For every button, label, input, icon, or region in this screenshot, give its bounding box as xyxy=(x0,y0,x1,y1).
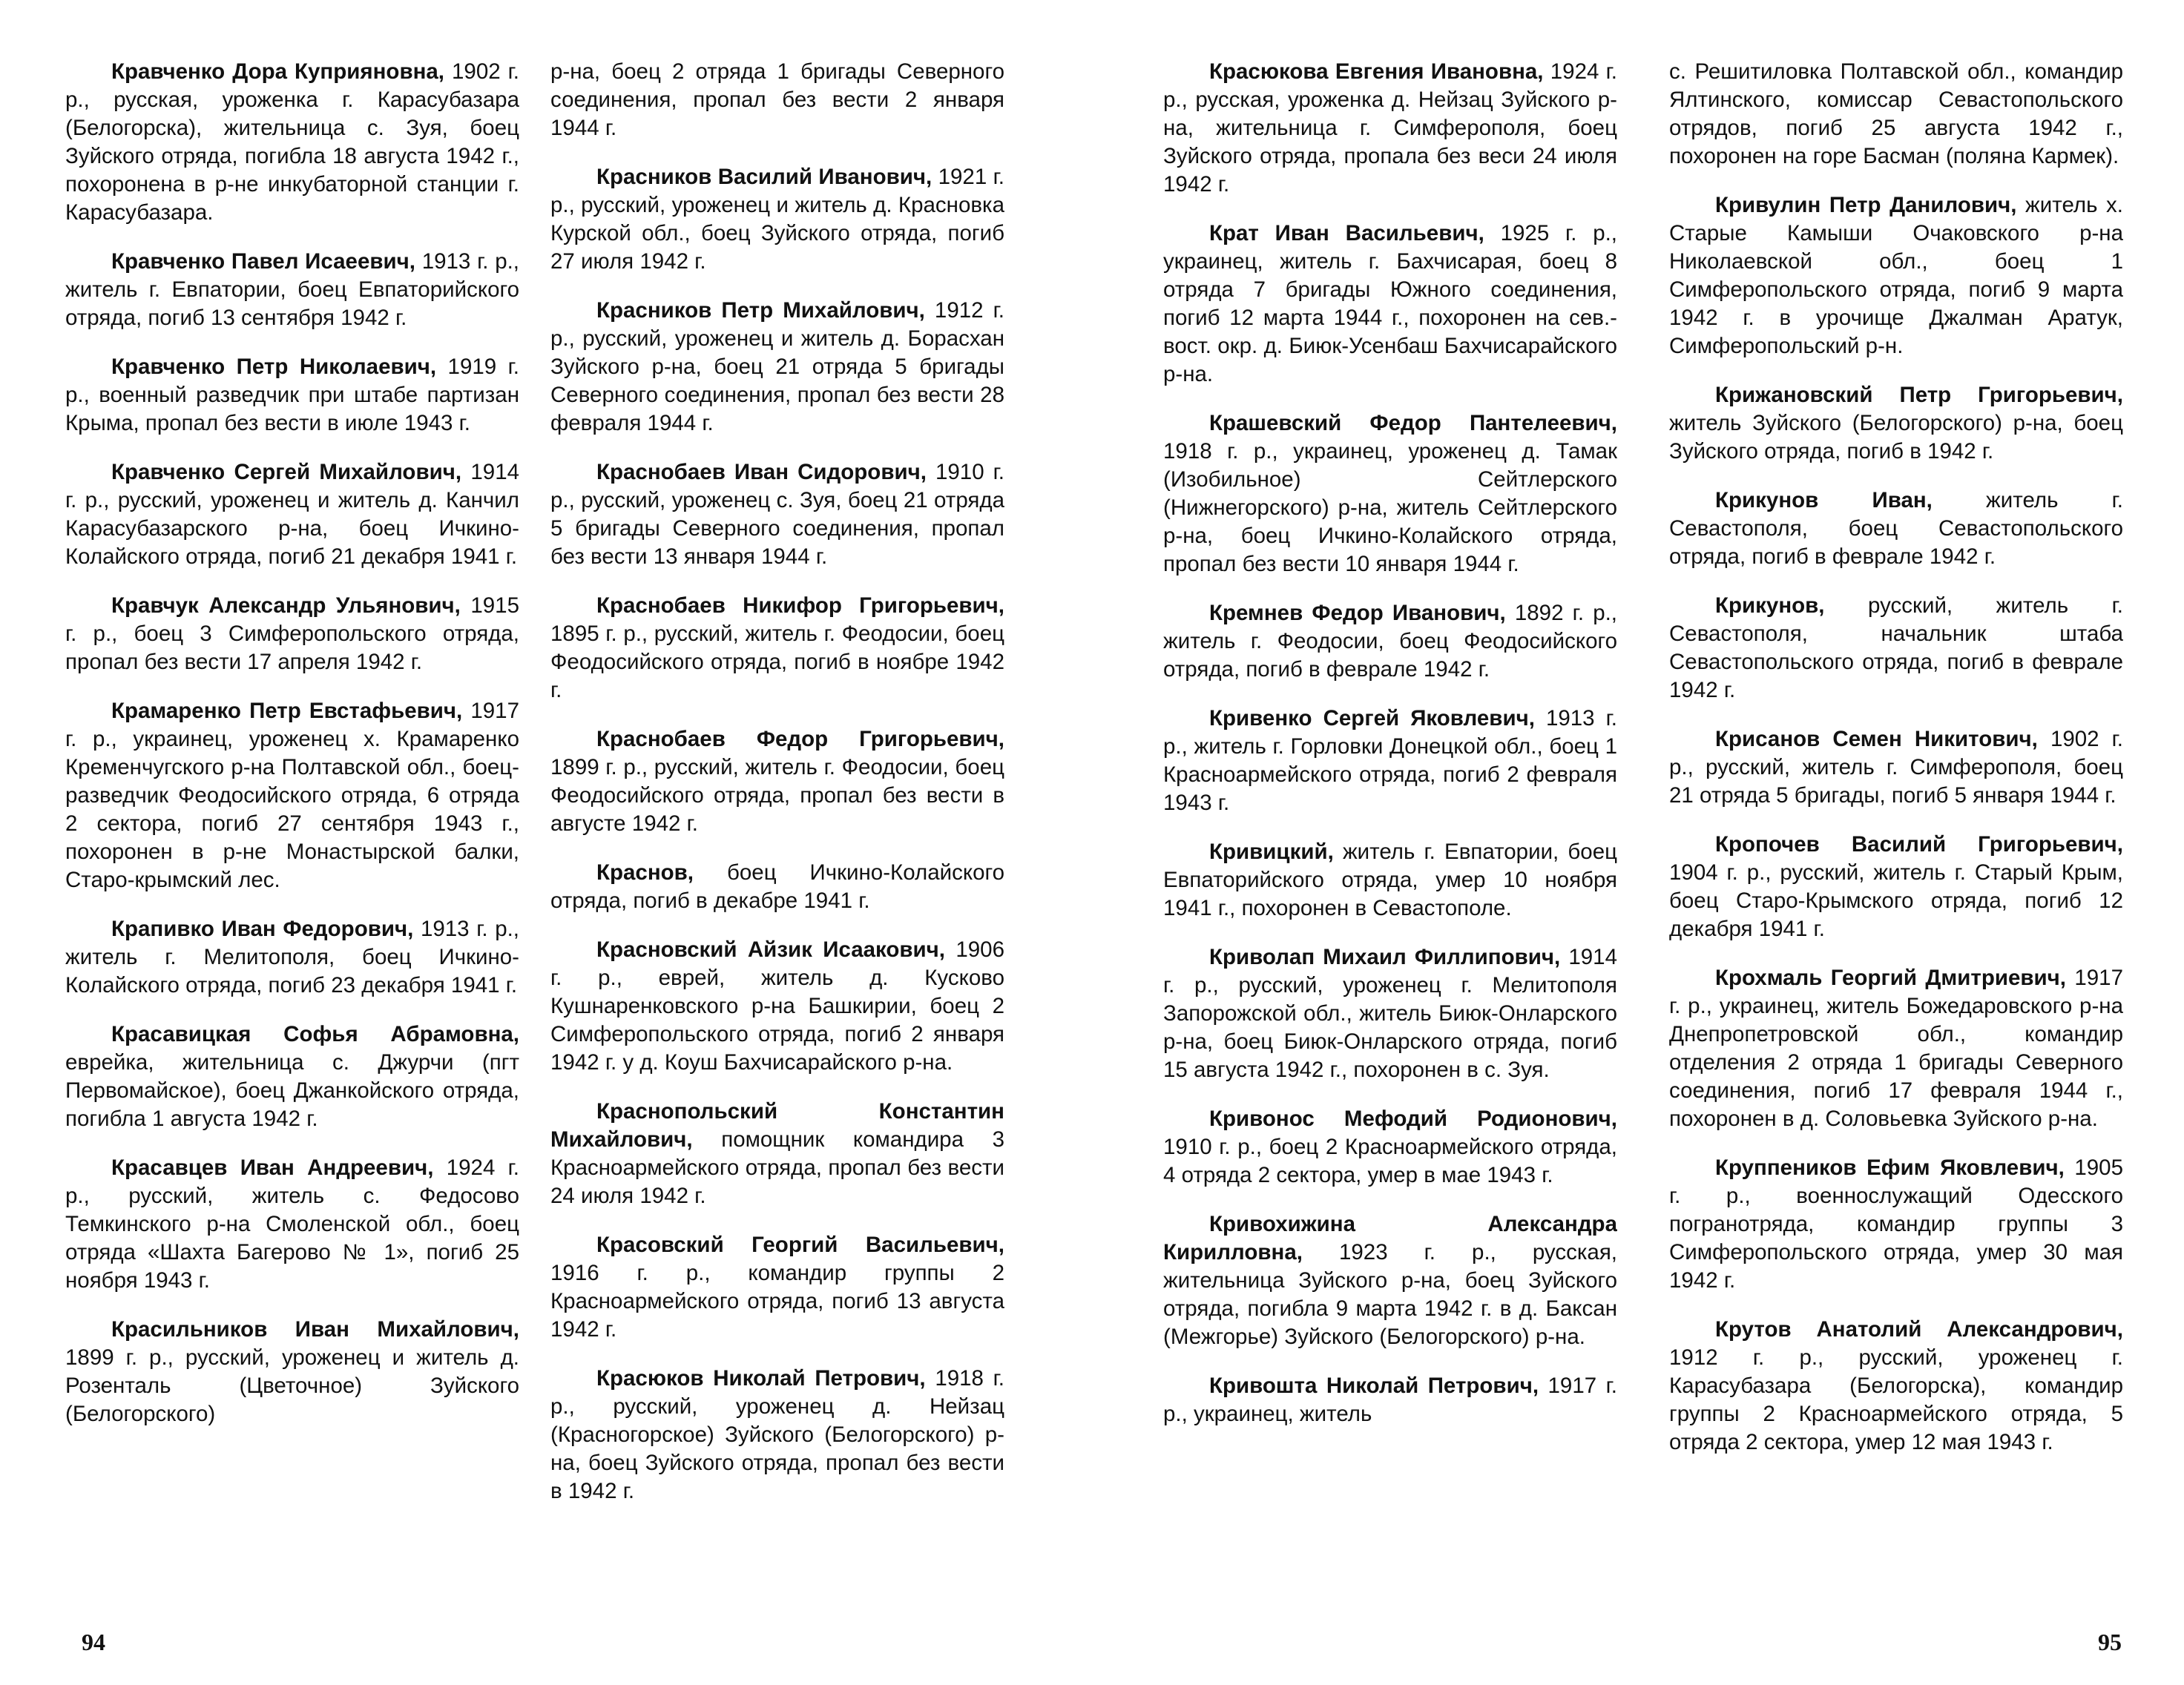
entry-text: 1919 г. р., военный разведчик при штабе партизан Крыма, пропал без вести в июле 1943 г. xyxy=(65,355,519,435)
entry-text: еврейка, жительница с. Джурчи (пгт Первомайское), боец Джанкойского отряда, погибла 1 августа 1942 г. xyxy=(65,1050,519,1131)
entry-text: 1917 г. р., украинец, уроженец х. Крамаренко Кременчугского р-на Полтавской обл., боец-разведчик Феодосийского отряда, 6 отряда 2 сектора, погиб 27 сентября 1943 г., похоронен в р-не Монастырской балки, Старо-крымский лес. xyxy=(65,699,519,892)
entry xyxy=(550,1365,1004,1506)
entry xyxy=(65,353,519,438)
entry xyxy=(550,297,1004,438)
entry xyxy=(1163,58,1617,199)
column-1 xyxy=(65,58,519,1600)
entry-name: Крижановский Петр Григорьевич, xyxy=(1715,383,2123,407)
entry-text: 1921 г. р., русский, уроженец и житель д. Красновка Курской обл., боец Зуйского отряда, погиб 27 июля 1942 г. xyxy=(550,165,1004,274)
entry-text: боец Ичкино-Колайского отряда, погиб в декабре 1941 г. xyxy=(550,860,1004,913)
right-page xyxy=(1092,0,2184,1685)
column-4 xyxy=(1669,58,2123,1600)
entry-name: Кривенко Сергей Яковлевич, xyxy=(1209,706,1535,731)
entry xyxy=(1669,381,2123,466)
entry-name: Красильников Иван Михайлович, xyxy=(111,1317,519,1342)
entry-name: Кривохижина Александра Кирилловна, xyxy=(1163,1212,1617,1264)
entry-text: помощник командира 3 Красноармейского отряда, пропал без вести 24 июля 1942 г. xyxy=(550,1127,1004,1208)
entry xyxy=(550,163,1004,276)
entry-text: 1923 г. р., русская, жительница Зуйского р-на, боец Зуйского отряда, погибла 9 марта 1942 г. в д. Баксан (Межгорье) Зуйского (Белогорского) р-на. xyxy=(1163,1240,1617,1349)
entry-name: Красавцев Иван Андреевич, xyxy=(111,1155,434,1180)
entry-text: 1914 г. р., русский, уроженец и житель д. Канчил Карасубазарского р-на, боец Ичкино-Колайского отряда, погиб 21 декабря 1941 г. xyxy=(65,460,519,569)
entry-name: Красавицкая Софья Абрамовна, xyxy=(111,1022,519,1046)
entry-name: Крисанов Семен Никитович, xyxy=(1715,727,2038,751)
entry xyxy=(65,248,519,332)
entry-name: Кропочев Василий Григорьевич, xyxy=(1715,832,2123,857)
entry-name: Кривулин Петр Данилович, xyxy=(1715,193,2017,217)
entry xyxy=(1669,1316,2123,1457)
entry xyxy=(550,1231,1004,1344)
entry-text: 1912 г. р., русский, уроженец и житель д. Борасхан Зуйского р-на, боец 21 отряда 5 бригады Северного соединения, пропал без вести 28 февраля 1944 г. xyxy=(550,298,1004,435)
entry xyxy=(1163,943,1617,1084)
entry-text: 1913 г. р., житель г. Мелитополя, боец Ичкино-Колайского отряда, погиб 23 декабря 1941 г. xyxy=(65,917,519,998)
entry-name: Крутов Анатолий Александрович, xyxy=(1715,1317,2123,1342)
entry-text: 1924 г. р., русский, житель с. Федосово Темкинского р-на Смоленской обл., боец отряда «Шахта Багерово № 1», погиб 25 ноября 1943 г. xyxy=(65,1155,519,1293)
entry xyxy=(1163,838,1617,923)
entry xyxy=(1163,599,1617,684)
entry xyxy=(1669,592,2123,705)
entry xyxy=(1163,705,1617,817)
entry xyxy=(550,725,1004,838)
entry-text: 1915 г. р., боец 3 Симферопольского отряда, пропал без вести 17 апреля 1942 г. xyxy=(65,593,519,674)
entry-name: Кривонос Мефодий Родионович, xyxy=(1209,1107,1617,1131)
entry xyxy=(550,592,1004,705)
entry-name: Круппеников Ефим Яковлевич, xyxy=(1715,1155,2065,1180)
entry-name: Кривицкий, xyxy=(1209,840,1334,864)
entry-name: Краснопольский Константин Михайлович, xyxy=(550,1099,1004,1152)
entry xyxy=(65,58,519,227)
column-2 xyxy=(550,58,1004,1600)
continuation-text: с. Решитиловка Полтавской обл., командир Ялтинского, комиссар Севастопольского отрядов, погиб 25 августа 1942 г., похоронен на горе Басман (поляна Кармек). xyxy=(1669,59,2123,168)
entry-text: 1910 г. р., боец 2 Красноармейского отряда, 4 отряда 2 сектора, умер в мае 1943 г. xyxy=(1163,1135,1617,1187)
entry xyxy=(1669,831,2123,943)
entry-text: 1917 г. р., украинец, житель xyxy=(1163,1374,1617,1426)
entry-text: 1899 г. р., русский, уроженец и житель д. Розенталь (Цветочное) Зуйского (Белогорского) xyxy=(65,1345,519,1426)
entry xyxy=(65,1020,519,1133)
entry-name: Крикунов Иван, xyxy=(1715,488,1933,512)
continuation-text: р-на, боец 2 отряда 1 бригады Северного соединения, пропал без вести 2 января 1944 г. xyxy=(550,59,1004,140)
entry-text: 1902 г. р., русская, уроженка г. Карасубазара (Белогорска), жительница с. Зуя, боец Зуйского отряда, погибла 18 августа 1942 г., похоронена в р-не инкубаторной станции г. Карасубазара. xyxy=(65,59,519,225)
entry xyxy=(1669,725,2123,810)
entry xyxy=(1163,409,1617,578)
entry-name: Кравченко Сергей Михайлович, xyxy=(111,460,462,484)
entry-name: Кривошта Николай Петрович, xyxy=(1209,1374,1539,1398)
entry-name: Крашевский Федор Пантелеевич, xyxy=(1209,411,1617,435)
entry xyxy=(65,1154,519,1295)
entry-text: 1899 г. р., русский, житель г. Феодосии, боец Феодосийского отряда, пропал без вести в августе 1942 г. xyxy=(550,755,1004,836)
entry-name: Криволап Михаил Филлипович, xyxy=(1209,945,1561,969)
entry-text: житель г. Севастополя, боец Севастопольского отряда, погиб в феврале 1942 г. xyxy=(1669,488,2123,569)
entry-text: 1916 г. р., командир группы 2 Красноармейского отряда, погиб 13 августа 1942 г. xyxy=(550,1261,1004,1342)
entry xyxy=(550,458,1004,571)
entry-text: 1892 г. р., житель г. Феодосии, боец Феодосийского отряда, погиб в феврале 1942 г. xyxy=(1163,601,1617,682)
entry xyxy=(1163,1210,1617,1351)
entry-text: 1918 г. р., русский, уроженец д. Нейзац (Красногорское) Зуйского (Белогорского) р-на, боец Зуйского отряда, пропал без вести в 1942 г. xyxy=(550,1366,1004,1503)
entry-name: Крапивко Иван Федорович, xyxy=(111,917,414,941)
entry-text: 1917 г. р., украинец, житель Божедаровского р-на Днепропетровской обл., командир отделения 2 отряда 1 бригады Северного соединения, погиб 17 февраля 1944 г., похоронен в д. Соловьевка Зуйского р-на. xyxy=(1669,966,2123,1131)
entry xyxy=(65,592,519,676)
entry-text: 1895 г. р., русский, житель г. Феодосии, боец Феодосийского отряда, погиб в ноябре 1942 г. xyxy=(550,621,1004,702)
entry xyxy=(1669,1154,2123,1295)
entry-name: Красюкова Евгения Ивановна, xyxy=(1209,59,1544,84)
entry xyxy=(550,859,1004,915)
entry xyxy=(1669,964,2123,1133)
entry-name: Крамаренко Петр Евстафьевич, xyxy=(111,699,463,723)
entry-text: 1910 г. р., русский, уроженец с. Зуя, боец 21 отряда 5 бригады Северного соединения, пропал без вести 13 января 1944 г. xyxy=(550,460,1004,569)
entry-name: Кравченко Петр Николаевич, xyxy=(111,355,437,379)
entry-name: Крохмаль Георгий Дмитриевич, xyxy=(1715,966,2066,990)
entry xyxy=(65,458,519,571)
entry-name: Кравченко Павел Исаеевич, xyxy=(111,249,415,274)
entry-name: Кравчук Александр Ульянович, xyxy=(111,593,461,618)
entry-text: 1905 г. р., военнослужащий Одесского погранотряда, командир группы 3 Симферопольского отряда, умер 30 мая 1942 г. xyxy=(1669,1155,2123,1293)
entry-text: 1913 г. р., житель г. Горловки Донецкой обл., боец 1 Красноармейского отряда, погиб 2 февраля 1943 г. xyxy=(1163,706,1617,815)
entry-name: Красновский Айзик Исаакович, xyxy=(596,937,946,962)
entry-name: Крикунов, xyxy=(1715,593,1825,618)
column-3 xyxy=(1163,58,1617,1600)
entry-text: житель х. Старые Камыши Очаковского р-на Николаевской обл., боец 1 Симферопольского отряда, погиб 9 марта 1942 г. в урочище Джалман Аратук, Симферопольский р-н. xyxy=(1669,193,2123,358)
entry-text: 1925 г. р., украинец, житель г. Бахчисарая, боец 8 отряда 7 бригады Южного соединения, погиб 12 марта 1944 г., похоронен на сев.-вост. окр. д. Биюк-Усенбаш Бахчисарайского р-на. xyxy=(1163,221,1617,386)
entry xyxy=(65,697,519,894)
entry-text: 1906 г. р., еврей, житель д. Кусково Кушнаренковского р-на Башкирии, боец 2 Симферопольского отряда, погиб 2 января 1942 г. у д. Коуш Бахчисарайского р-на. xyxy=(550,937,1004,1075)
entry-name: Красовский Георгий Васильевич, xyxy=(596,1233,1004,1257)
entry-name: Крат Иван Васильевич, xyxy=(1209,221,1484,245)
entry-name: Кравченко Дора Куприяновна, xyxy=(111,59,445,84)
entry-text: 1902 г. р., русский, житель г. Симферополя, боец 21 отряда 5 бригады, погиб 5 января 1944 г. xyxy=(1669,727,2123,808)
entry xyxy=(1163,220,1617,389)
entry xyxy=(65,1316,519,1428)
entry xyxy=(1669,487,2123,571)
entry xyxy=(550,1098,1004,1210)
entry xyxy=(65,915,519,1000)
entry xyxy=(1669,191,2123,360)
entry-name: Красюков Николай Петрович, xyxy=(596,1366,926,1391)
entry-text: 1904 г. р., русский, житель г. Старый Крым, боец Старо-Крымского отряда, погиб 12 декабря 1941 г. xyxy=(1669,860,2123,941)
entry xyxy=(550,936,1004,1077)
entry-name: Краснобаев Иван Сидорович, xyxy=(596,460,927,484)
entry-text: житель г. Евпатории, боец Евпаторийского отряда, умер 10 ноября 1941 г., похоронен в Севастополе. xyxy=(1163,840,1617,920)
entry-text: русский, житель г. Севастополя, начальник штаба Севастопольского отряда, погиб в феврале 1942 г. xyxy=(1669,593,2123,702)
entry-text: 1913 г. р., житель г. Евпатории, боец Евпаторийского отряда, погиб 13 сентября 1942 г. xyxy=(65,249,519,330)
entry xyxy=(1163,1372,1617,1428)
page-number-right: 95 xyxy=(2098,1629,2122,1655)
page-number-left: 94 xyxy=(82,1629,105,1655)
entry-name: Красников Василий Иванович, xyxy=(596,165,933,189)
entry-text: 1918 г. р., украинец, уроженец д. Тамак (Изобильное) Сейтлерского (Нижнегорского) р-на, житель Сейтлерского р-на, боец Ичкино-Колайского отряда, пропал без вести 10 января 1944 г. xyxy=(1163,439,1617,576)
entry-text: 1912 г. р., русский, уроженец г. Карасубазара (Белогорска), командир группы 2 Красноармейского отряда, 5 отряда 2 сектора, умер 12 мая 1943 г. xyxy=(1669,1345,2123,1454)
entry xyxy=(1163,1105,1617,1190)
entry-text: 1914 г. р., русский, уроженец г. Мелитополя Запорожской обл., житель Биюк-Онларского р-на, боец Биюк-Онларского отряда, погиб 15 августа 1942 г., похоронен в с. Зуя. xyxy=(1163,945,1617,1082)
entry-text: житель Зуйского (Белогорского) р-на, боец Зуйского отряда, погиб в 1942 г. xyxy=(1669,411,2123,464)
entry-name: Красников Петр Михайлович, xyxy=(596,298,925,323)
entry-name: Кремнев Федор Иванович, xyxy=(1209,601,1506,625)
entry-text: 1924 г. р., русская, уроженка д. Нейзац Зуйского р-на, жительница г. Симферополя, боец Зуйского отряда, пропала без веси 24 июля 1942 г. xyxy=(1163,59,1617,197)
entry-name: Краснобаев Федор Григорьевич, xyxy=(596,727,1004,751)
entry-name: Краснобаев Никифор Григорьевич, xyxy=(596,593,1004,618)
entry-name: Краснов, xyxy=(596,860,694,885)
